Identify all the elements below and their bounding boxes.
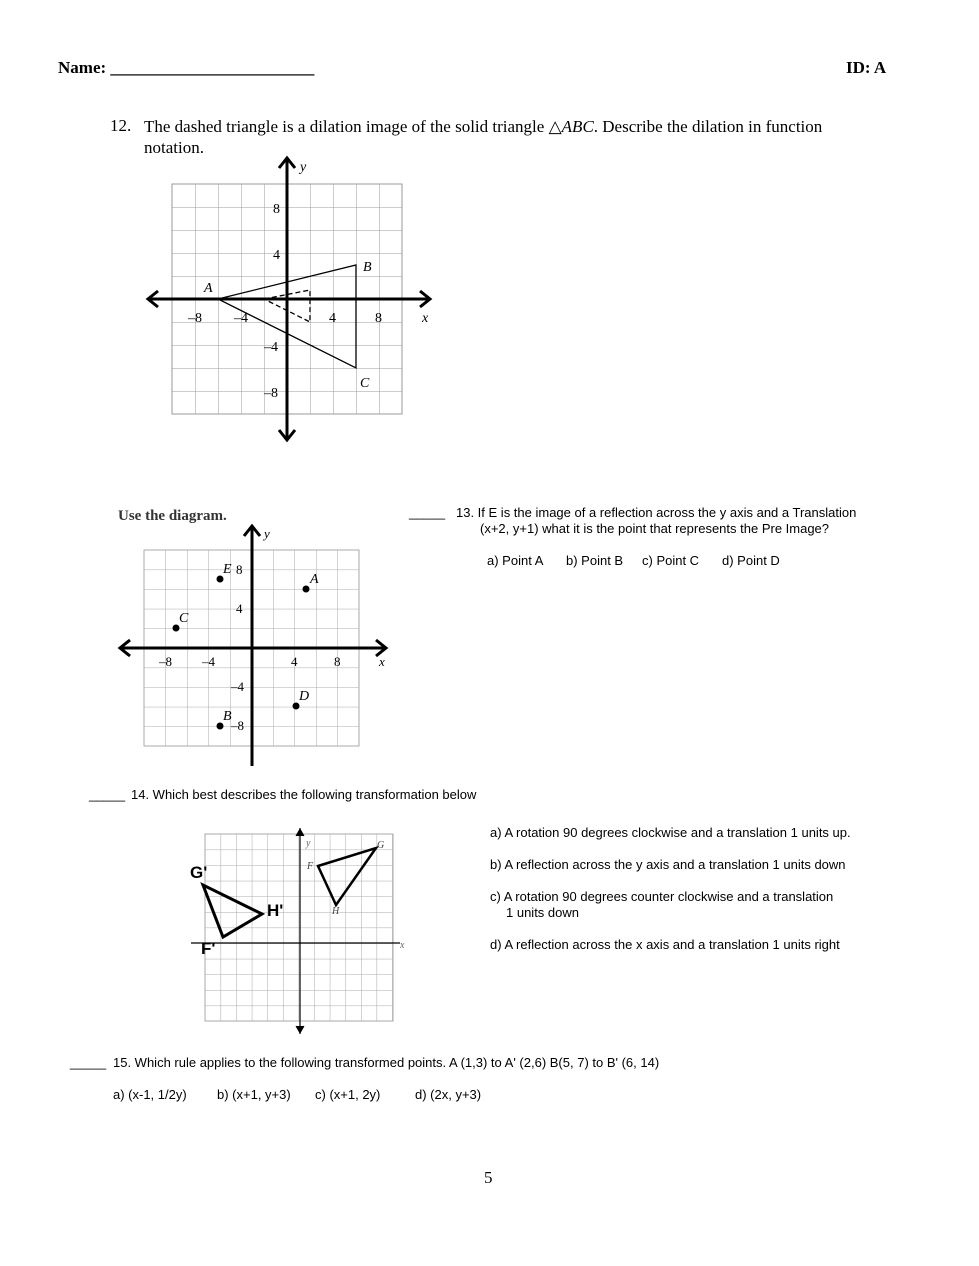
label-f-prime: F' (201, 939, 216, 958)
q12-graph (140, 150, 440, 450)
y-arrow-down-icon (296, 1026, 304, 1033)
tick-y-4: 4 (273, 248, 280, 263)
tick-y-4: 4 (236, 601, 243, 616)
q15-option-a: a) (x-1, 1/2y) (113, 1087, 187, 1102)
q14-question: 14. Which best describes the following transformation below (131, 787, 477, 802)
tick-y-neg8: –8 (231, 718, 244, 733)
point-e-label: E (223, 562, 232, 577)
label-f: F (307, 861, 314, 872)
tick-x-neg4: –4 (202, 654, 215, 669)
point-b-label: B (223, 709, 232, 724)
tick-x-neg8: –8 (159, 654, 172, 669)
triangle-symbol: △ (548, 117, 562, 136)
triangle-name: ABC (561, 117, 594, 136)
x-axis-label: x (422, 311, 429, 326)
diagram-title: Use the diagram. (118, 508, 227, 524)
q14-option-c: c) A rotation 90 degrees counter clockwise and a translation (490, 889, 834, 904)
q12-text-after: . Describe the dilation in function notation. (144, 117, 823, 157)
id-label: ID: A (846, 58, 887, 77)
x-axis-label: x (400, 940, 405, 951)
y-axis-label: y (300, 160, 307, 175)
q14-graph (186, 828, 405, 1036)
q13-option-d: d) Point D (722, 553, 780, 568)
tick-x-4: 4 (291, 654, 298, 669)
tick-y-neg8: –8 (264, 386, 278, 401)
tick-x-neg8: –8 (188, 311, 202, 326)
point-c-label: C (179, 611, 189, 626)
point-a-label: A (310, 572, 319, 587)
tick-y-8: 8 (273, 202, 280, 217)
y-axis-label: y (264, 526, 270, 541)
q13-option-b: b) Point B (566, 553, 624, 568)
point-d-label: D (299, 689, 310, 704)
tick-x-neg4: –4 (234, 311, 248, 326)
y-axis-label: y (306, 838, 311, 849)
y-arrow-up-icon (296, 829, 304, 836)
q13-option-c: c) Point C (642, 553, 700, 568)
q14-option-b: b) A reflection across the y axis and a translation 1 units down (490, 857, 846, 872)
q13-question-cont: (x+2, y+1) what it is the point that represents the Pre Image? (480, 521, 830, 536)
q13-answer-blank[interactable]: _____ (409, 505, 446, 520)
q14-option-a: a) A rotation 90 degrees clockwise and a translation 1 units up. (490, 825, 851, 840)
q15-answer-blank[interactable]: _____ (70, 1055, 107, 1070)
tick-x-8: 8 (334, 654, 341, 669)
q15-option-c: c) (x+1, 2y) (315, 1087, 381, 1102)
tick-y-8: 8 (236, 562, 243, 577)
q14-answer-blank[interactable]: _____ (89, 787, 126, 802)
x-axis-label: x (379, 654, 385, 669)
label-g-prime: G' (190, 863, 208, 882)
label-h: H (332, 906, 340, 917)
q14-option-d: d) A reflection across the x axis and a translation 1 units right (490, 937, 840, 952)
q13-graph (114, 520, 394, 770)
page-number: 5 (484, 1168, 493, 1187)
label-b: B (363, 260, 372, 275)
q12-text-before: The dashed triangle is a dilation image of the solid triangle (144, 117, 549, 136)
tick-y-neg4: –4 (231, 679, 244, 694)
label-c: C (360, 376, 370, 391)
q13-option-a: a) Point A (487, 553, 544, 568)
tick-x-8: 8 (375, 311, 382, 326)
point-a (303, 586, 310, 593)
q13-question: 13. If E is the image of a reflection across the y axis and a Translation (456, 505, 857, 520)
label-a: A (204, 281, 213, 296)
name-field-label: Name: ________________________ (58, 58, 315, 77)
q14-option-c-cont: 1 units down (506, 905, 579, 920)
q15-option-d: d) (2x, y+3) (415, 1087, 482, 1102)
q15-option-b: b) (x+1, y+3) (217, 1087, 291, 1102)
label-g: G (377, 840, 385, 851)
label-h-prime: H' (267, 901, 284, 920)
tick-x-4: 4 (329, 311, 336, 326)
tick-y-neg4: –4 (264, 340, 278, 355)
q15-question: 15. Which rule applies to the following transformed points. A (1,3) to A' (2,6) B(5, 7) to B' (6, 14) (113, 1055, 660, 1070)
q12-number: 12. (110, 116, 132, 135)
